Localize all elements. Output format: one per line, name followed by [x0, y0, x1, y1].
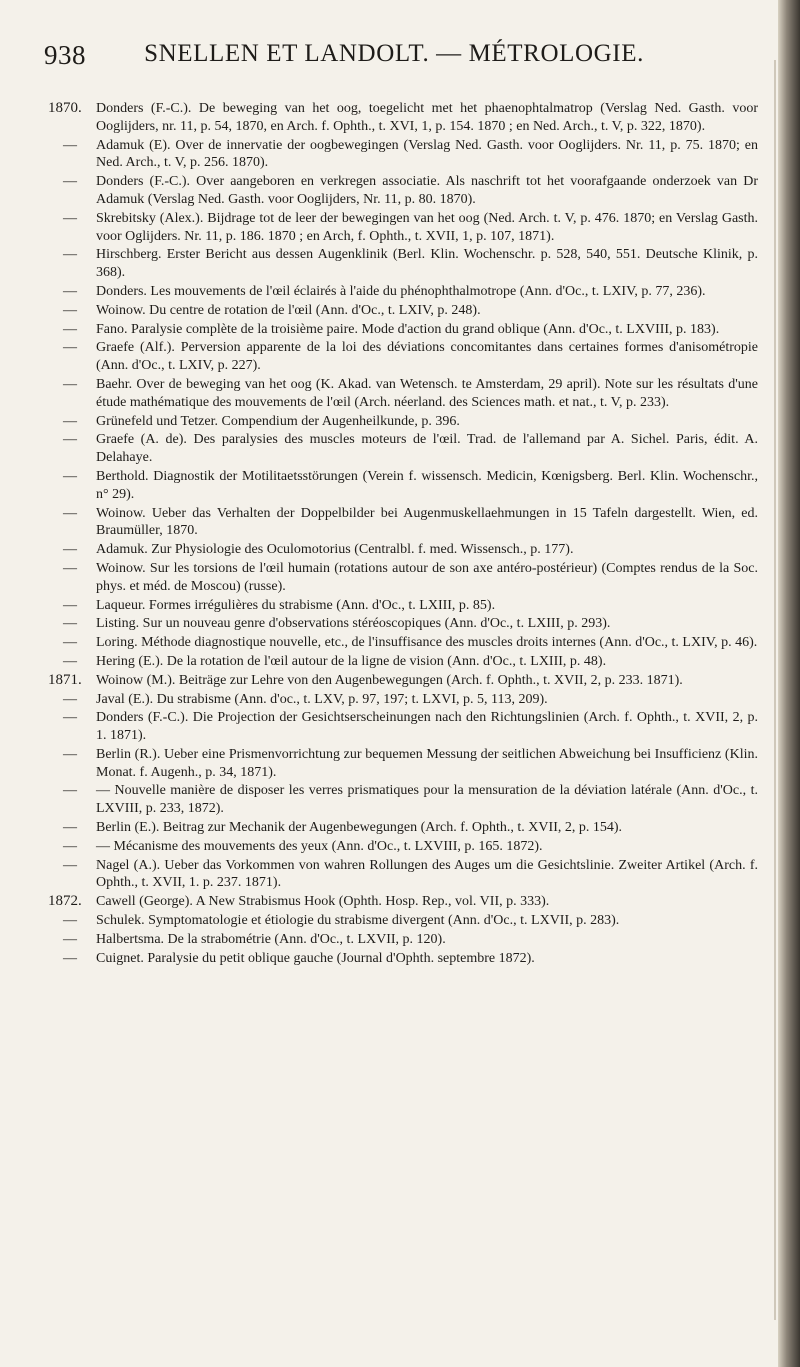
- entry-citation: Woinow. Sur les torsions de l'œil humain (rotations autour de son axe antéro-postérieur) (Comptes rendus de la Soc. phys. et méd. de Moscou) (russe).: [96, 560, 758, 594]
- entry-citation: Fano. Paralysie complète de la troisième paire. Mode d'action du grand oblique (Ann. d'Oc., t. LXVIII, p. 183).: [96, 321, 720, 337]
- entry-citation: Berlin (R.). Ueber eine Prismenvorrichtung zur bequemen Messung der seitlichen Abweichung bei Insufficienz (Klin. Monat. f. Augenh., p. 34, 1871).: [96, 746, 758, 780]
- bibliography-list: [48, 100, 768, 968]
- bibliography-entry: [48, 246, 768, 282]
- bibliography-entry: [48, 615, 768, 633]
- entry-citation: Loring. Méthode diagnostique nouvelle, etc., de l'insuffisance des muscles droits internes (Ann. d'Oc., t. LXIV, p. 46).: [96, 635, 758, 651]
- bibliography-entry: [48, 173, 768, 209]
- entry-dash: —: [63, 635, 77, 651]
- entry-citation: Halbertsma. De la strabométrie (Ann. d'Oc., t. LXVII, p. 120).: [96, 931, 446, 947]
- entry-citation: Nagel (A.). Ueber das Vorkommen von wahren Rollungen des Auges um die Gesichtslinie. Zweiter Artikel (Arch. f. Ophth., t. XVII, 1. p. 237. 1871).: [96, 857, 758, 891]
- entry-dash: —: [63, 505, 77, 521]
- page-number: 938: [44, 40, 86, 70]
- entry-citation: Woinow. Du centre de rotation de l'œil (Ann. d'Oc., t. LXIV, p. 248).: [96, 302, 481, 318]
- entry-dash: —: [63, 174, 77, 190]
- entry-dash: —: [63, 340, 77, 356]
- entry-citation: Donders (F.-C.). De beweging van het oog, toegelicht met het phaenophtalmatrop (Verslag Ned. Gasth. voor Ooglijders, nr. 11, p. 54, 1870, en Arch. f. Ophth., t. XVI, 1, p. 154. 1870 ; en Ned. Arch., t. V, p. 322, 1870).: [96, 101, 758, 134]
- bibliography-entry: [48, 857, 768, 893]
- bibliography-entry: [48, 376, 768, 412]
- entry-citation: Hering (E.). De la rotation de l'œil autour de la ligne de vision (Ann. d'Oc., t. LXIII, p. 48).: [96, 653, 607, 669]
- entry-citation: — Mécanisme des mouvements des yeux (Ann. d'Oc., t. LXVIII, p. 165. 1872).: [96, 838, 543, 854]
- entry-dash: —: [63, 247, 77, 263]
- entry-dash: —: [63, 746, 77, 762]
- entry-citation: Laqueur. Formes irrégulières du strabisme (Ann. d'Oc., t. LXIII, p. 85).: [96, 597, 496, 613]
- entry-year: 1871.: [48, 671, 82, 688]
- bibliography-entry: [48, 653, 768, 671]
- entry-citation: Cawell (George). A New Strabismus Hook (Ophth. Hosp. Rep., vol. VII, p. 333).: [96, 894, 550, 910]
- entry-dash: —: [63, 321, 77, 337]
- bibliography-entry: [48, 137, 768, 173]
- entry-dash: —: [63, 691, 77, 707]
- entry-citation: Donders (F.-C.). Die Projection der Gesichtserscheinungen nach den Richtungslinien (Arch. f. Ophth., t. XVII, 2, p. 1. 1871).: [96, 710, 758, 744]
- entry-dash: —: [63, 950, 77, 966]
- bibliography-entry: [48, 912, 768, 930]
- entry-citation: Graefe (Alf.). Perversion apparente de la loi des déviations concomitantes dans certaines formes d'anisométropie (Ann. d'Oc., t. LXIV, p. 227).: [96, 340, 758, 374]
- bibliography-entry: [48, 468, 768, 504]
- entry-dash: —: [63, 783, 77, 799]
- bibliography-entry: [48, 100, 768, 136]
- entry-dash: —: [63, 210, 77, 226]
- bibliography-entry: [48, 321, 768, 339]
- entry-citation: Graefe (A. de). Des paralysies des muscles moteurs de l'œil. Trad. de l'allemand par A. Sichel. Paris, édit. A. Delahaye.: [96, 432, 758, 466]
- entry-dash: —: [63, 913, 77, 929]
- bibliography-entry: [48, 339, 768, 375]
- entry-citation: Hirschberg. Erster Bericht aus dessen Augenklinik (Berl. Klin. Wochenschr. p. 528, 540, 551. Deutsche Klinik, p. 368).: [96, 247, 758, 281]
- bibliography-entry: [48, 691, 768, 709]
- entry-citation: Adamuk. Zur Physiologie des Oculomotorius (Centralbl. f. med. Wissensch., p. 177).: [96, 542, 574, 558]
- entry-dash: —: [63, 137, 77, 153]
- bibliography-entry: [48, 597, 768, 615]
- entry-dash: —: [63, 653, 77, 669]
- entry-citation: Baehr. Over de beweging van het oog (K. Akad. van Wetensch. te Amsterdam, 29 april). Note sur les résultats d'une étude mathématique des mouvements de l'œil (Arch. néerland. des Sciences math. et nat., t. V, p. 233).: [96, 376, 758, 410]
- entry-dash: —: [63, 820, 77, 836]
- entry-year: 1870.: [48, 100, 82, 116]
- entry-citation: Berthold. Diagnostik der Motilitaetsstörungen (Verein f. wissensch. Medicin, Kœnigsberg. Berl. Klin. Wochenschr., n° 29).: [96, 468, 758, 502]
- bibliography-entry: [48, 838, 768, 856]
- page-header: [44, 40, 744, 74]
- entry-citation: Schulek. Symptomatologie et étiologie du strabisme divergent (Ann. d'Oc., t. LXVII, p. 283).: [96, 913, 620, 929]
- bibliography-entry: [48, 541, 768, 559]
- entry-dash: —: [63, 710, 77, 726]
- bibliography-entry: [48, 709, 768, 745]
- bibliography-entry: [48, 950, 768, 968]
- entry-dash: —: [63, 931, 77, 947]
- bibliography-entry: [48, 672, 768, 690]
- entry-dash: —: [63, 597, 77, 613]
- running-title: SNELLEN ET LANDOLT. — MÉTROLOGIE.: [144, 40, 644, 67]
- entry-citation: Adamuk (E). Over de innervatie der oogbewegingen (Verslag Ned. Gasth. voor Ooglijders. Nr. 11, p. 75. 1870; en Ned. Arch., t. V, p. 256. 1870).: [96, 137, 758, 171]
- entry-dash: —: [63, 413, 77, 429]
- bibliography-entry: [48, 819, 768, 837]
- entry-citation: Berlin (E.). Beitrag zur Mechanik der Augenbewegungen (Arch. f. Ophth., t. XVII, 2, p. 154).: [96, 820, 623, 836]
- entry-dash: —: [63, 542, 77, 558]
- entry-citation: Cuignet. Paralysie du petit oblique gauche (Journal d'Ophth. septembre 1872).: [96, 950, 535, 966]
- entry-citation: Woinow (M.). Beiträge zur Lehre von den Augenbewegungen (Arch. f. Ophth., t. XVII, 2, p. 233. 1871).: [96, 672, 683, 688]
- bibliography-entry: [48, 505, 768, 541]
- bibliography-entry: [48, 413, 768, 431]
- entry-dash: —: [63, 283, 77, 299]
- bibliography-entry: [48, 746, 768, 782]
- bibliography-entry: [48, 283, 768, 301]
- bibliography-entry: [48, 931, 768, 949]
- bibliography-entry: [48, 302, 768, 320]
- entry-dash: —: [63, 616, 77, 632]
- entry-dash: —: [63, 376, 77, 392]
- entry-citation: Grünefeld und Tetzer. Compendium der Augenheilkunde, p. 396.: [96, 413, 460, 429]
- entry-dash: —: [63, 838, 77, 854]
- entry-citation: Donders. Les mouvements de l'œil éclairés à l'aide du phénophthalmotrope (Ann. d'Oc., t. LXIV, p. 77, 236).: [96, 283, 706, 299]
- entry-citation: Javal (E.). Du strabisme (Ann. d'oc., t. LXV, p. 97, 197; t. LXVI, p. 5, 113, 209).: [96, 691, 548, 707]
- entry-dash: —: [63, 432, 77, 448]
- bibliography-entry: [48, 782, 768, 818]
- entry-citation: Listing. Sur un nouveau genre d'observations stéréoscopiques (Ann. d'Oc., t. LXIII, p. 293).: [96, 616, 611, 632]
- entry-citation: Woinow. Ueber das Verhalten der Doppelbilder bei Augenmuskellaehmungen in 15 Tafeln dargestellt. Wien, ed. Braumüller, 1870.: [96, 505, 758, 539]
- entry-dash: —: [63, 857, 77, 873]
- bibliography-entry: [48, 893, 768, 911]
- bibliography-entry: [48, 210, 768, 246]
- entry-citation: Donders (F.-C.). Over aangeboren en verkregen associatie. Als naschrift tot het voorafgaande onderzoek van Dr Adamuk (Verslag Ned. Gasth. voor Ooglijders, Nr. 11, p. 80. 1870).: [96, 174, 758, 207]
- entry-year: 1872.: [48, 893, 82, 910]
- entry-dash: —: [63, 468, 77, 484]
- entry-dash: —: [63, 560, 77, 576]
- page-fold-line: [774, 60, 776, 1320]
- bibliography-entry: [48, 560, 768, 596]
- page-binding-edge: [778, 0, 800, 1367]
- bibliography-entry: [48, 431, 768, 467]
- entry-dash: —: [63, 302, 77, 318]
- entry-citation: Skrebitsky (Alex.). Bijdrage tot de leer der bewegingen van het oog (Ned. Arch. t. V, p. 476. 1870; en Verslag Gasth. voor Oglijders. Nr. 11, p. 186. 1870 ; en Arch, f. Ophth., t. XVII, 1, p. 107, 1871).: [96, 210, 758, 244]
- entry-citation: — Nouvelle manière de disposer les verres prismatiques pour la mensuration de la déviation latérale (Ann. d'Oc., t. LXVIII, p. 233, 1872).: [96, 783, 758, 817]
- bibliography-entry: [48, 634, 768, 652]
